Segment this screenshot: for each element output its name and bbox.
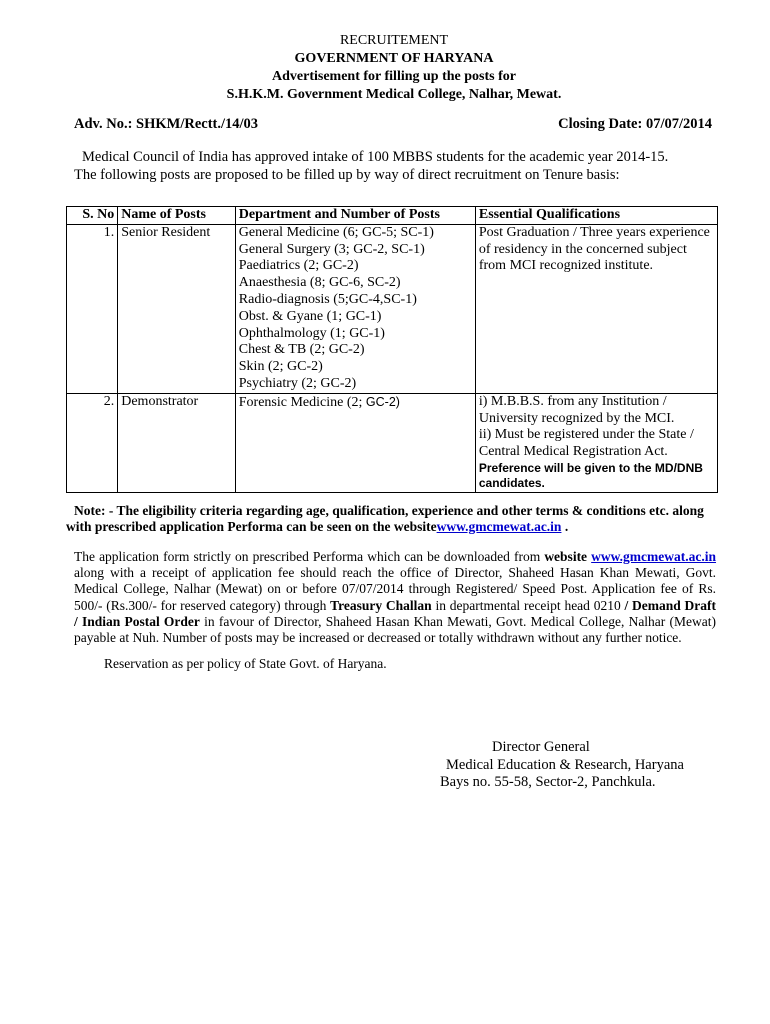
header-sno: S. No	[67, 207, 118, 225]
dept-item: General Medicine (6; GC-5; SC-1)	[238, 224, 434, 240]
website-link-2[interactable]: www.gmcmewat.ac.in	[591, 549, 717, 564]
row2-post: Demonstrator	[118, 393, 236, 492]
document-header	[0, 32, 770, 104]
row2-department	[235, 393, 475, 492]
signatory-address: Bays no. 55-58, Sector-2, Panchkula.	[440, 774, 656, 790]
application-paragraph	[74, 549, 716, 646]
dept-item: Radio-diagnosis (5;GC-4,SC-1)	[238, 291, 417, 307]
row1-post: Senior Resident	[118, 224, 236, 393]
dept-item: Obst. & Gyane (1; GC-1)	[238, 308, 382, 324]
header-college: S.H.K.M. Government Medical College, Nalhar, Mewat.	[226, 87, 562, 102]
header-department: Department and Number of Posts	[235, 207, 475, 225]
eligibility-note	[66, 503, 724, 535]
website-link[interactable]: www.gmcmewat.ac.in	[436, 519, 562, 534]
dept-item: Paediatrics (2; GC-2)	[238, 258, 359, 274]
header-qualification: Essential Qualifications	[475, 207, 717, 225]
row1-qualification: Post Graduation / Three years experience of residency in the concerned subject from MCI recognized institute.	[475, 224, 717, 393]
para-website-word: website	[544, 549, 588, 564]
note-end: .	[561, 519, 569, 534]
header-post: Name of Posts	[118, 207, 236, 225]
signatory-title: Director General	[492, 739, 590, 755]
header-title: RECRUITEMENT	[339, 33, 449, 48]
dept-prefix: Forensic Medicine (2;	[238, 394, 366, 410]
note-text: Note: - The eligibility criteria regarding age, qualification, experience and other terms & conditions etc. along with prescribed application Performa can be seen on the website	[66, 503, 704, 534]
adv-line	[74, 116, 712, 133]
posts-table	[66, 206, 718, 493]
dept-item: Skin (2; GC-2)	[238, 359, 323, 375]
signatory-department: Medical Education & Research, Haryana	[446, 756, 684, 773]
dept-item: Psychiatry (2; GC-2)	[238, 375, 357, 391]
para-text-2: along with a receipt of application fee should reach the office of Director, Shaheed Hasan Khan Mewati, Govt. Medical College, Nalhar (Mewat) on or before 07/07/2014 through Registered/ Speed Post. Application fee of Rs. 500/- (Rs.300/- for reserved category) through	[74, 565, 716, 613]
table-header-row	[67, 207, 718, 225]
dept-item: Ophthalmology (1; GC-1)	[238, 325, 385, 341]
qualification-2: ii) Must be registered under the State / Central Medical Registration Act.	[478, 427, 694, 460]
row2-qualification	[475, 393, 717, 492]
row2-sno: 2.	[67, 393, 118, 492]
table-row	[67, 393, 718, 492]
intro-line-2: The following posts are proposed to be filled up by way of direct recruitment on Tenure basis:	[74, 167, 620, 183]
dept-suffix: GC-2)	[365, 394, 400, 409]
dept-item: Anaesthesia (8; GC-6, SC-2)	[238, 275, 401, 291]
treasury-challan: Treasury Challan	[330, 597, 432, 613]
intro-line-1: Medical Council of India has approved intake of 100 MBBS students for the academic year 2014-15.	[82, 149, 669, 165]
payment-modes: / Demand Draft / Indian Postal Order	[74, 597, 716, 629]
preference-note: Preference will be given to the MD/DNB candidates.	[478, 460, 703, 491]
adv-number: Adv. No.: SHKM/Rectt./14/03	[74, 116, 259, 132]
qualification-1: i) M.B.B.S. from any Institution / University recognized by the MCI.	[478, 393, 675, 426]
dept-item: General Surgery (3; GC-2, SC-1)	[238, 241, 425, 257]
para-text-1: The application form strictly on prescribed Performa which can be downloaded from	[74, 549, 545, 564]
header-advertisement: Advertisement for filling up the posts for	[272, 69, 516, 84]
row1-departments	[235, 224, 475, 393]
row1-sno: 1.	[67, 224, 118, 393]
closing-date: Closing Date: 07/07/2014	[558, 116, 712, 132]
header-government: GOVERNMENT OF HARYANA	[294, 51, 494, 66]
signature-block	[440, 739, 684, 792]
dept-item: Chest & TB (2; GC-2)	[238, 342, 365, 358]
para-text-4: in favour of Director, Shaheed Hasan Khan Mewati, Govt. Medical College, Nalhar (Mewat) payable at Nuh. Number of posts may be increased or decreased or totally withdrawn without any further notice.	[74, 613, 716, 646]
reservation-policy: Reservation as per policy of State Govt. of Haryana.	[104, 656, 387, 671]
intro-text	[74, 148, 724, 184]
table-row	[67, 224, 718, 393]
para-text-3: in departmental receipt head 0210	[431, 597, 625, 613]
